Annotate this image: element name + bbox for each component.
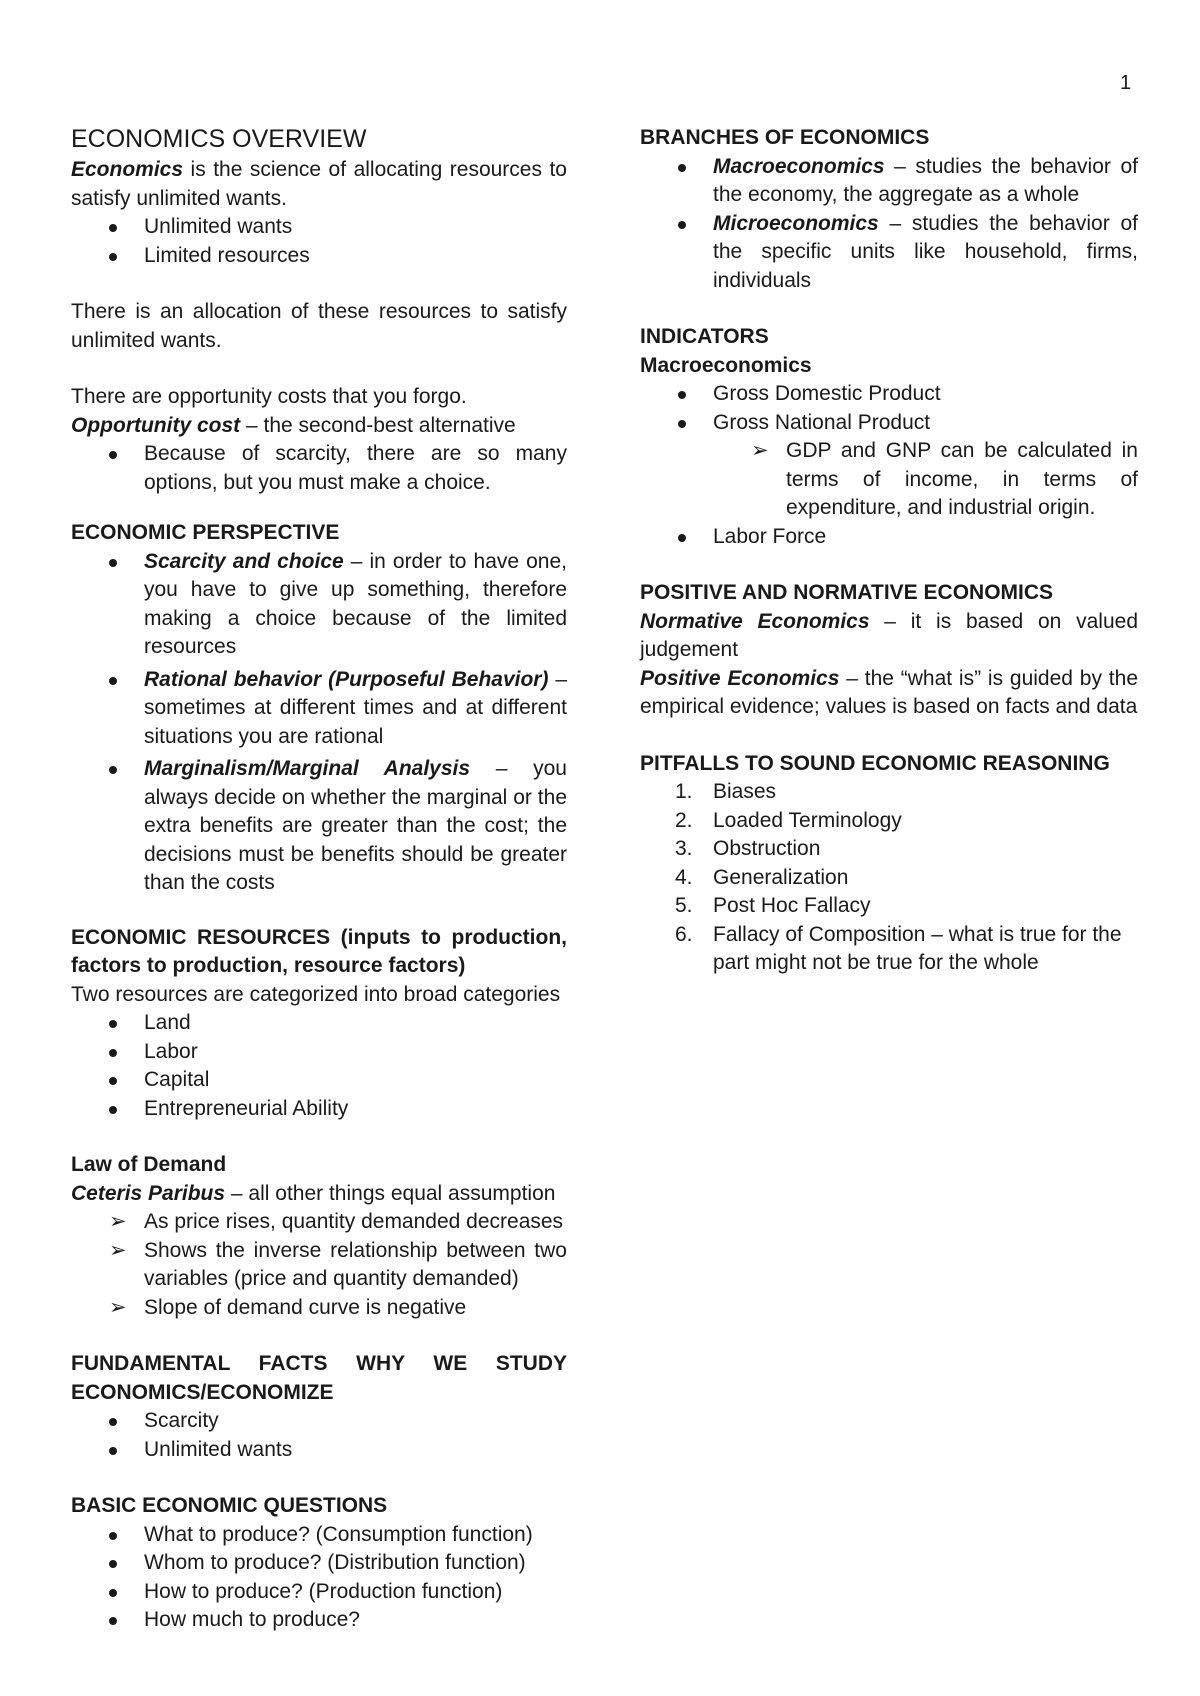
list-item — [640, 210, 1138, 296]
arrow-bullet-icon: ➢ — [751, 439, 769, 462]
indicators-list-end — [640, 523, 1138, 552]
list-item — [640, 835, 1138, 864]
economics-term: Economics — [71, 158, 184, 181]
list-item — [640, 864, 1138, 893]
questions-list — [71, 1521, 567, 1635]
branch-text: – studies the behavior of the economy, the aggregate as a whole — [713, 154, 1138, 206]
questions-heading: BASIC ECONOMIC QUESTIONS — [71, 1494, 388, 1517]
perspective-term: Marginalism/Marginal Analysis — [144, 757, 471, 780]
branch-term: Microeconomics — [713, 211, 879, 235]
list-item — [640, 807, 1138, 836]
list-item: Gross National Product — [640, 409, 1138, 438]
page-title: ECONOMICS OVERVIEW — [71, 125, 367, 153]
positive-text: – the “what is” is guided by the empirical evidence; values is based on facts and data — [640, 666, 1138, 718]
perspective-text: – sometimes at different times and at different situations you are rational — [144, 667, 568, 748]
list-item — [71, 755, 567, 898]
demand-heading: Law of Demand — [71, 1153, 227, 1176]
list-item — [71, 1237, 567, 1294]
list-item: How to produce? (Production function) — [71, 1578, 567, 1607]
list-number: 2. — [675, 808, 693, 832]
pitfalls-list — [640, 778, 1138, 978]
list-number: 5. — [675, 894, 693, 917]
list-item: Labor Force — [640, 523, 1138, 552]
perspective-text: – in order to have one, you have to give up something, therefore making a choice because of the limited resources — [144, 549, 567, 658]
list-item: Gross Domestic Product — [640, 380, 1138, 409]
indicators-subheading: Macroeconomics — [640, 353, 812, 377]
list-item: How much to produce? — [71, 1606, 567, 1635]
list-item-text: GDP and GNP can be calculated in terms of income, in terms of expenditure, and industrial origin. — [786, 439, 1138, 519]
normative-definition — [640, 608, 1138, 665]
perspective-text: – you always decide on whether the marginal or the extra benefits are greater than the cost; the decisions must be benefits should be greater than the costs — [144, 757, 567, 894]
indicators-note-list — [713, 437, 1138, 523]
list-item: Land — [71, 1009, 567, 1038]
list-number: 6. — [675, 922, 693, 946]
branches-heading: BRANCHES OF ECONOMICS — [640, 126, 930, 149]
list-item: Unlimited wants — [71, 213, 567, 242]
list-item: Whom to produce? (Distribution function) — [71, 1549, 567, 1578]
opportunity-paragraph: There are opportunity costs that you forgo. — [71, 385, 467, 408]
left-column — [71, 124, 567, 1635]
branch-text: – studies the behavior of the specific units like household, firms, individuals — [713, 211, 1138, 292]
list-item-text: Loaded Terminology — [713, 808, 902, 832]
perspective-term: Rational behavior (Purposeful Behavior) — [144, 667, 549, 691]
resources-paragraph: Two resources are categorized into broad categories — [71, 982, 561, 1006]
pitfalls-heading: PITFALLS TO SOUND ECONOMIC REASONING — [640, 751, 1110, 775]
normative-text: – it is based on valued judgement — [640, 609, 1139, 661]
arrow-bullet-icon: ➢ — [109, 1295, 127, 1319]
list-item — [640, 153, 1138, 210]
list-item: Because of scarcity, there are so many options, but you must make a choice. — [71, 440, 567, 497]
normative-term: Normative Economics — [640, 609, 870, 633]
indicators-list — [640, 380, 1138, 437]
list-item-text: Generalization — [713, 865, 849, 889]
opportunity-list — [71, 440, 567, 497]
list-item: Unlimited wants — [71, 1436, 567, 1465]
list-item — [71, 1294, 567, 1323]
positive-normative-heading: POSITIVE AND NORMATIVE ECONOMICS — [640, 581, 1054, 604]
arrow-bullet-icon: ➢ — [109, 1210, 127, 1233]
facts-heading: FUNDAMENTAL FACTS WHY WE STUDY ECONOMICS/ECONOMIZE — [71, 1352, 567, 1404]
resources-list — [71, 1009, 567, 1123]
branch-term: Macroeconomics — [713, 154, 885, 178]
list-item — [640, 921, 1138, 978]
list-item: Labor — [71, 1038, 567, 1067]
perspective-list — [71, 548, 567, 898]
list-item: Capital — [71, 1066, 567, 1095]
branches-list — [640, 153, 1138, 296]
intro-list — [71, 213, 567, 270]
opportunity-cost-term: Opportunity cost — [71, 413, 241, 437]
right-column — [640, 124, 1138, 978]
list-item — [71, 548, 567, 662]
perspective-heading: ECONOMIC PERSPECTIVE — [71, 521, 340, 544]
list-number: 4. — [675, 865, 693, 889]
list-item-text: Slope of demand curve is negative — [144, 1295, 467, 1319]
list-item: Entrepreneurial Ability — [71, 1095, 567, 1124]
list-item — [713, 437, 1138, 523]
list-item-text: Obstruction — [713, 837, 821, 860]
list-item — [71, 666, 567, 752]
list-item-text: Fallacy of Composition – what is true for the part might not be true for the whole — [713, 922, 1122, 974]
list-number: 1. — [675, 780, 693, 803]
ceteris-paribus-text: – all other things equal assumption — [225, 1181, 556, 1205]
perspective-term: Scarcity and choice — [144, 549, 344, 573]
positive-term: Positive Economics — [640, 666, 840, 690]
list-number: 3. — [675, 837, 693, 860]
positive-definition — [640, 665, 1138, 722]
resources-heading: ECONOMIC RESOURCES (inputs to production, factors to production, resource factors) — [71, 925, 567, 977]
list-item: Limited resources — [71, 242, 567, 271]
indicators-heading: INDICATORS — [640, 325, 769, 348]
opportunity-cost-definition — [71, 412, 567, 441]
list-item — [640, 778, 1138, 807]
economics-definition — [71, 156, 567, 213]
list-item-text: As price rises, quantity demanded decreases — [144, 1210, 564, 1233]
page-number: 1 — [1120, 72, 1132, 94]
opportunity-cost-text: – the second-best alternative — [240, 413, 516, 437]
facts-list — [71, 1407, 567, 1464]
list-item-text: Biases — [713, 780, 777, 803]
list-item-text: Shows the inverse relationship between two variables (price and quantity demanded) — [144, 1238, 567, 1290]
allocation-paragraph: There is an allocation of these resources to satisfy unlimited wants. — [71, 300, 567, 352]
demand-list — [71, 1208, 567, 1322]
list-item — [71, 1208, 567, 1237]
ceteris-paribus-term: Ceteris Paribus — [71, 1181, 226, 1205]
list-item: Scarcity — [71, 1407, 567, 1436]
ceteris-paribus-definition — [71, 1180, 567, 1209]
arrow-bullet-icon: ➢ — [109, 1238, 127, 1262]
list-item: What to produce? (Consumption function) — [71, 1521, 567, 1550]
list-item-text: Post Hoc Fallacy — [713, 894, 871, 917]
list-item — [640, 892, 1138, 921]
economics-definition-text: is the science of allocating resources to satisfy unlimited wants. — [71, 158, 567, 210]
